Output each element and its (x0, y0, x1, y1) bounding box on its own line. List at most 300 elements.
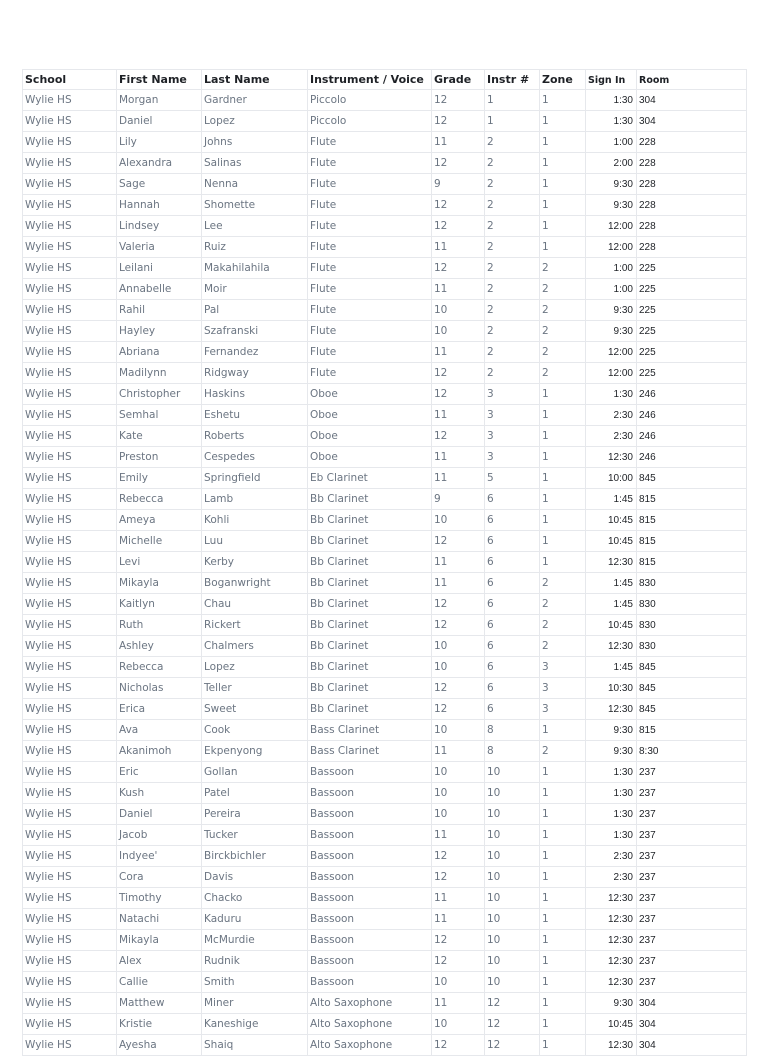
grade-cell: 10 (432, 321, 485, 342)
sign-in-cell: 9:30 (586, 720, 637, 741)
zone-cell: 2 (540, 594, 586, 615)
table-row (23, 132, 747, 153)
grade-cell: 11 (432, 888, 485, 909)
last-name-cell: Miner (202, 993, 308, 1014)
sign-in-cell: 12:30 (586, 951, 637, 972)
sign-in-cell: 12:30 (586, 888, 637, 909)
grade-cell: 11 (432, 573, 485, 594)
grade-cell: 12 (432, 363, 485, 384)
school-cell: Wylie HS (23, 258, 117, 279)
sign-in-cell: 1:30 (586, 825, 637, 846)
table-row (23, 741, 747, 762)
school-cell: Wylie HS (23, 888, 117, 909)
grade-cell: 12 (432, 531, 485, 552)
room-cell: 815 (637, 720, 747, 741)
instrument-cell: Bb Clarinet (308, 510, 432, 531)
instrument-cell: Flute (308, 363, 432, 384)
last-name-cell: McMurdie (202, 930, 308, 951)
school-cell: Wylie HS (23, 447, 117, 468)
last-name-cell: Nenna (202, 174, 308, 195)
school-cell: Wylie HS (23, 930, 117, 951)
first-name-cell: Hannah (117, 195, 202, 216)
zone-cell: 3 (540, 657, 586, 678)
instr-number-cell: 12 (485, 993, 540, 1014)
grade-cell: 10 (432, 657, 485, 678)
last-name-cell: Chalmers (202, 636, 308, 657)
sign-in-cell: 1:45 (586, 657, 637, 678)
school-cell: Wylie HS (23, 111, 117, 132)
zone-cell: 1 (540, 426, 586, 447)
instrument-cell: Piccolo (308, 90, 432, 111)
grade-cell: 12 (432, 384, 485, 405)
instr-number-cell: 6 (485, 594, 540, 615)
first-name-cell: Michelle (117, 531, 202, 552)
room-cell: 304 (637, 1014, 747, 1035)
room-cell: 225 (637, 258, 747, 279)
zone-cell: 2 (540, 615, 586, 636)
room-cell: 237 (637, 783, 747, 804)
header-instr-number: Instr # (485, 70, 540, 90)
first-name-cell: Abriana (117, 342, 202, 363)
room-cell: 228 (637, 195, 747, 216)
table-row (23, 699, 747, 720)
grade-cell: 11 (432, 741, 485, 762)
school-cell: Wylie HS (23, 405, 117, 426)
first-name-cell: Mikayla (117, 930, 202, 951)
room-cell: 304 (637, 993, 747, 1014)
room-cell: 225 (637, 342, 747, 363)
table-row (23, 510, 747, 531)
zone-cell: 1 (540, 783, 586, 804)
room-cell: 237 (637, 867, 747, 888)
first-name-cell: Timothy (117, 888, 202, 909)
first-name-cell: Kush (117, 783, 202, 804)
school-cell: Wylie HS (23, 384, 117, 405)
zone-cell: 1 (540, 132, 586, 153)
sign-in-cell: 10:45 (586, 531, 637, 552)
instrument-cell: Bassoon (308, 804, 432, 825)
table-row (23, 237, 747, 258)
first-name-cell: Hayley (117, 321, 202, 342)
school-cell: Wylie HS (23, 657, 117, 678)
first-name-cell: Annabelle (117, 279, 202, 300)
zone-cell: 1 (540, 111, 586, 132)
room-cell: 225 (637, 300, 747, 321)
zone-cell: 1 (540, 846, 586, 867)
school-cell: Wylie HS (23, 216, 117, 237)
sign-in-cell: 1:00 (586, 132, 637, 153)
sign-in-cell: 12:30 (586, 909, 637, 930)
school-cell: Wylie HS (23, 594, 117, 615)
instrument-cell: Bassoon (308, 825, 432, 846)
school-cell: Wylie HS (23, 867, 117, 888)
sign-in-cell: 12:30 (586, 930, 637, 951)
instrument-cell: Alto Saxophone (308, 1014, 432, 1035)
instrument-cell: Oboe (308, 405, 432, 426)
grade-cell: 12 (432, 594, 485, 615)
grade-cell: 12 (432, 258, 485, 279)
zone-cell: 1 (540, 195, 586, 216)
instrument-cell: Oboe (308, 426, 432, 447)
sign-in-cell: 9:30 (586, 321, 637, 342)
table-row (23, 573, 747, 594)
last-name-cell: Springfield (202, 468, 308, 489)
zone-cell: 2 (540, 321, 586, 342)
school-cell: Wylie HS (23, 636, 117, 657)
room-cell: 246 (637, 405, 747, 426)
table-row (23, 951, 747, 972)
first-name-cell: Kristie (117, 1014, 202, 1035)
instrument-cell: Bb Clarinet (308, 573, 432, 594)
table-row (23, 321, 747, 342)
first-name-cell: Daniel (117, 804, 202, 825)
sign-in-cell: 9:30 (586, 300, 637, 321)
zone-cell: 1 (540, 762, 586, 783)
school-cell: Wylie HS (23, 174, 117, 195)
instrument-cell: Bb Clarinet (308, 636, 432, 657)
grade-cell: 10 (432, 783, 485, 804)
grade-cell: 12 (432, 195, 485, 216)
room-cell: 237 (637, 888, 747, 909)
roster-table (22, 69, 747, 1056)
table-row (23, 888, 747, 909)
last-name-cell: Gollan (202, 762, 308, 783)
school-cell: Wylie HS (23, 468, 117, 489)
last-name-cell: Tucker (202, 825, 308, 846)
school-cell: Wylie HS (23, 531, 117, 552)
last-name-cell: Ruiz (202, 237, 308, 258)
instrument-cell: Bassoon (308, 972, 432, 993)
last-name-cell: Lee (202, 216, 308, 237)
zone-cell: 1 (540, 216, 586, 237)
first-name-cell: Jacob (117, 825, 202, 846)
grade-cell: 11 (432, 237, 485, 258)
sign-in-cell: 2:00 (586, 153, 637, 174)
table-row (23, 720, 747, 741)
instr-number-cell: 2 (485, 174, 540, 195)
school-cell: Wylie HS (23, 783, 117, 804)
school-cell: Wylie HS (23, 426, 117, 447)
sign-in-cell: 1:00 (586, 279, 637, 300)
instr-number-cell: 1 (485, 90, 540, 111)
zone-cell: 3 (540, 678, 586, 699)
instrument-cell: Flute (308, 342, 432, 363)
room-cell: 845 (637, 678, 747, 699)
instrument-cell: Alto Saxophone (308, 993, 432, 1014)
zone-cell: 1 (540, 405, 586, 426)
sign-in-cell: 12:00 (586, 237, 637, 258)
header-room: Room (637, 70, 747, 90)
grade-cell: 11 (432, 342, 485, 363)
sign-in-cell: 1:00 (586, 258, 637, 279)
last-name-cell: Birckbichler (202, 846, 308, 867)
grade-cell: 11 (432, 132, 485, 153)
sign-in-cell: 12:30 (586, 552, 637, 573)
instr-number-cell: 6 (485, 489, 540, 510)
grade-cell: 11 (432, 468, 485, 489)
table-row (23, 153, 747, 174)
last-name-cell: Eshetu (202, 405, 308, 426)
room-cell: 815 (637, 552, 747, 573)
last-name-cell: Kaneshige (202, 1014, 308, 1035)
table-row (23, 909, 747, 930)
instrument-cell: Bass Clarinet (308, 720, 432, 741)
instrument-cell: Bassoon (308, 867, 432, 888)
instr-number-cell: 3 (485, 447, 540, 468)
zone-cell: 2 (540, 363, 586, 384)
table-row (23, 657, 747, 678)
sign-in-cell: 9:30 (586, 993, 637, 1014)
last-name-cell: Boganwright (202, 573, 308, 594)
header-first-name: First Name (117, 70, 202, 90)
instr-number-cell: 10 (485, 888, 540, 909)
school-cell: Wylie HS (23, 279, 117, 300)
instrument-cell: Flute (308, 195, 432, 216)
grade-cell: 11 (432, 279, 485, 300)
grade-cell: 9 (432, 489, 485, 510)
first-name-cell: Ava (117, 720, 202, 741)
instrument-cell: Bassoon (308, 783, 432, 804)
instr-number-cell: 10 (485, 951, 540, 972)
sign-in-cell: 1:45 (586, 594, 637, 615)
school-cell: Wylie HS (23, 1035, 117, 1056)
sign-in-cell: 2:30 (586, 405, 637, 426)
school-cell: Wylie HS (23, 342, 117, 363)
school-cell: Wylie HS (23, 552, 117, 573)
room-cell: 830 (637, 636, 747, 657)
room-cell: 237 (637, 762, 747, 783)
grade-cell: 10 (432, 972, 485, 993)
zone-cell: 1 (540, 930, 586, 951)
instr-number-cell: 6 (485, 552, 540, 573)
first-name-cell: Ayesha (117, 1035, 202, 1056)
table-row (23, 993, 747, 1014)
last-name-cell: Shomette (202, 195, 308, 216)
table-row (23, 552, 747, 573)
last-name-cell: Chacko (202, 888, 308, 909)
first-name-cell: Emily (117, 468, 202, 489)
instrument-cell: Bb Clarinet (308, 615, 432, 636)
sign-in-cell: 12:30 (586, 972, 637, 993)
grade-cell: 12 (432, 111, 485, 132)
table-row (23, 279, 747, 300)
table-row (23, 594, 747, 615)
room-cell: 237 (637, 909, 747, 930)
last-name-cell: Shaiq (202, 1035, 308, 1056)
room-cell: 815 (637, 531, 747, 552)
school-cell: Wylie HS (23, 615, 117, 636)
first-name-cell: Rebecca (117, 489, 202, 510)
instrument-cell: Eb Clarinet (308, 468, 432, 489)
grade-cell: 12 (432, 930, 485, 951)
room-cell: 228 (637, 153, 747, 174)
first-name-cell: Mikayla (117, 573, 202, 594)
school-cell: Wylie HS (23, 573, 117, 594)
grade-cell: 12 (432, 1035, 485, 1056)
table-row (23, 1014, 747, 1035)
first-name-cell: Madilynn (117, 363, 202, 384)
room-cell: 246 (637, 384, 747, 405)
last-name-cell: Teller (202, 678, 308, 699)
first-name-cell: Daniel (117, 111, 202, 132)
sign-in-cell: 1:30 (586, 804, 637, 825)
sign-in-cell: 1:30 (586, 762, 637, 783)
first-name-cell: Leilani (117, 258, 202, 279)
grade-cell: 10 (432, 762, 485, 783)
last-name-cell: Lopez (202, 657, 308, 678)
instrument-cell: Bb Clarinet (308, 594, 432, 615)
school-cell: Wylie HS (23, 993, 117, 1014)
school-cell: Wylie HS (23, 153, 117, 174)
room-cell: 830 (637, 573, 747, 594)
first-name-cell: Kaitlyn (117, 594, 202, 615)
room-cell: 228 (637, 216, 747, 237)
table-row (23, 90, 747, 111)
first-name-cell: Erica (117, 699, 202, 720)
grade-cell: 12 (432, 678, 485, 699)
first-name-cell: Kate (117, 426, 202, 447)
instr-number-cell: 10 (485, 762, 540, 783)
room-cell: 237 (637, 846, 747, 867)
grade-cell: 11 (432, 825, 485, 846)
table-row (23, 384, 747, 405)
room-cell: 228 (637, 237, 747, 258)
zone-cell: 1 (540, 174, 586, 195)
sign-in-cell: 2:30 (586, 426, 637, 447)
sign-in-cell: 9:30 (586, 195, 637, 216)
instr-number-cell: 2 (485, 342, 540, 363)
last-name-cell: Roberts (202, 426, 308, 447)
zone-cell: 1 (540, 90, 586, 111)
table-row (23, 825, 747, 846)
instr-number-cell: 1 (485, 111, 540, 132)
room-cell: 225 (637, 279, 747, 300)
instrument-cell: Bassoon (308, 888, 432, 909)
room-cell: 8:30 (637, 741, 747, 762)
instrument-cell: Flute (308, 153, 432, 174)
instrument-cell: Flute (308, 258, 432, 279)
grade-cell: 10 (432, 1014, 485, 1035)
zone-cell: 3 (540, 699, 586, 720)
room-cell: 246 (637, 447, 747, 468)
school-cell: Wylie HS (23, 951, 117, 972)
grade-cell: 12 (432, 951, 485, 972)
first-name-cell: Ashley (117, 636, 202, 657)
table-row (23, 972, 747, 993)
instr-number-cell: 10 (485, 804, 540, 825)
instrument-cell: Bassoon (308, 909, 432, 930)
table-row (23, 426, 747, 447)
room-cell: 845 (637, 657, 747, 678)
school-cell: Wylie HS (23, 909, 117, 930)
grade-cell: 11 (432, 993, 485, 1014)
sign-in-cell: 12:00 (586, 363, 637, 384)
zone-cell: 2 (540, 300, 586, 321)
grade-cell: 11 (432, 909, 485, 930)
header-row (23, 70, 747, 90)
school-cell: Wylie HS (23, 90, 117, 111)
table-row (23, 489, 747, 510)
school-cell: Wylie HS (23, 489, 117, 510)
table-row (23, 531, 747, 552)
grade-cell: 12 (432, 615, 485, 636)
last-name-cell: Luu (202, 531, 308, 552)
last-name-cell: Moir (202, 279, 308, 300)
table-row (23, 468, 747, 489)
instrument-cell: Flute (308, 321, 432, 342)
room-cell: 815 (637, 489, 747, 510)
grade-cell: 12 (432, 867, 485, 888)
table-row (23, 258, 747, 279)
zone-cell: 1 (540, 237, 586, 258)
instrument-cell: Bassoon (308, 930, 432, 951)
table-row (23, 615, 747, 636)
instrument-cell: Piccolo (308, 111, 432, 132)
last-name-cell: Kaduru (202, 909, 308, 930)
first-name-cell: Valeria (117, 237, 202, 258)
instrument-cell: Flute (308, 174, 432, 195)
zone-cell: 1 (540, 804, 586, 825)
instr-number-cell: 5 (485, 468, 540, 489)
room-cell: 304 (637, 1035, 747, 1056)
instr-number-cell: 10 (485, 972, 540, 993)
room-cell: 830 (637, 615, 747, 636)
header-grade: Grade (432, 70, 485, 90)
sign-in-cell: 10:00 (586, 468, 637, 489)
school-cell: Wylie HS (23, 720, 117, 741)
last-name-cell: Gardner (202, 90, 308, 111)
sign-in-cell: 1:30 (586, 783, 637, 804)
table-row (23, 405, 747, 426)
room-cell: 304 (637, 111, 747, 132)
grade-cell: 11 (432, 552, 485, 573)
sign-in-cell: 9:30 (586, 741, 637, 762)
room-cell: 246 (637, 426, 747, 447)
sign-in-cell: 12:30 (586, 636, 637, 657)
school-cell: Wylie HS (23, 741, 117, 762)
sign-in-cell: 1:30 (586, 90, 637, 111)
sign-in-cell: 12:30 (586, 447, 637, 468)
instrument-cell: Bb Clarinet (308, 552, 432, 573)
instrument-cell: Oboe (308, 384, 432, 405)
first-name-cell: Natachi (117, 909, 202, 930)
first-name-cell: Rebecca (117, 657, 202, 678)
last-name-cell: Kerby (202, 552, 308, 573)
zone-cell: 1 (540, 153, 586, 174)
last-name-cell: Ridgway (202, 363, 308, 384)
room-cell: 237 (637, 930, 747, 951)
instr-number-cell: 10 (485, 909, 540, 930)
instr-number-cell: 6 (485, 531, 540, 552)
instr-number-cell: 2 (485, 279, 540, 300)
last-name-cell: Davis (202, 867, 308, 888)
instr-number-cell: 2 (485, 132, 540, 153)
school-cell: Wylie HS (23, 237, 117, 258)
instrument-cell: Bb Clarinet (308, 678, 432, 699)
sign-in-cell: 2:30 (586, 867, 637, 888)
instrument-cell: Bb Clarinet (308, 699, 432, 720)
room-cell: 225 (637, 363, 747, 384)
instrument-cell: Bassoon (308, 846, 432, 867)
instrument-cell: Flute (308, 216, 432, 237)
first-name-cell: Akanimoh (117, 741, 202, 762)
instrument-cell: Flute (308, 279, 432, 300)
zone-cell: 2 (540, 741, 586, 762)
first-name-cell: Ruth (117, 615, 202, 636)
instr-number-cell: 6 (485, 678, 540, 699)
table-row (23, 636, 747, 657)
instr-number-cell: 12 (485, 1035, 540, 1056)
